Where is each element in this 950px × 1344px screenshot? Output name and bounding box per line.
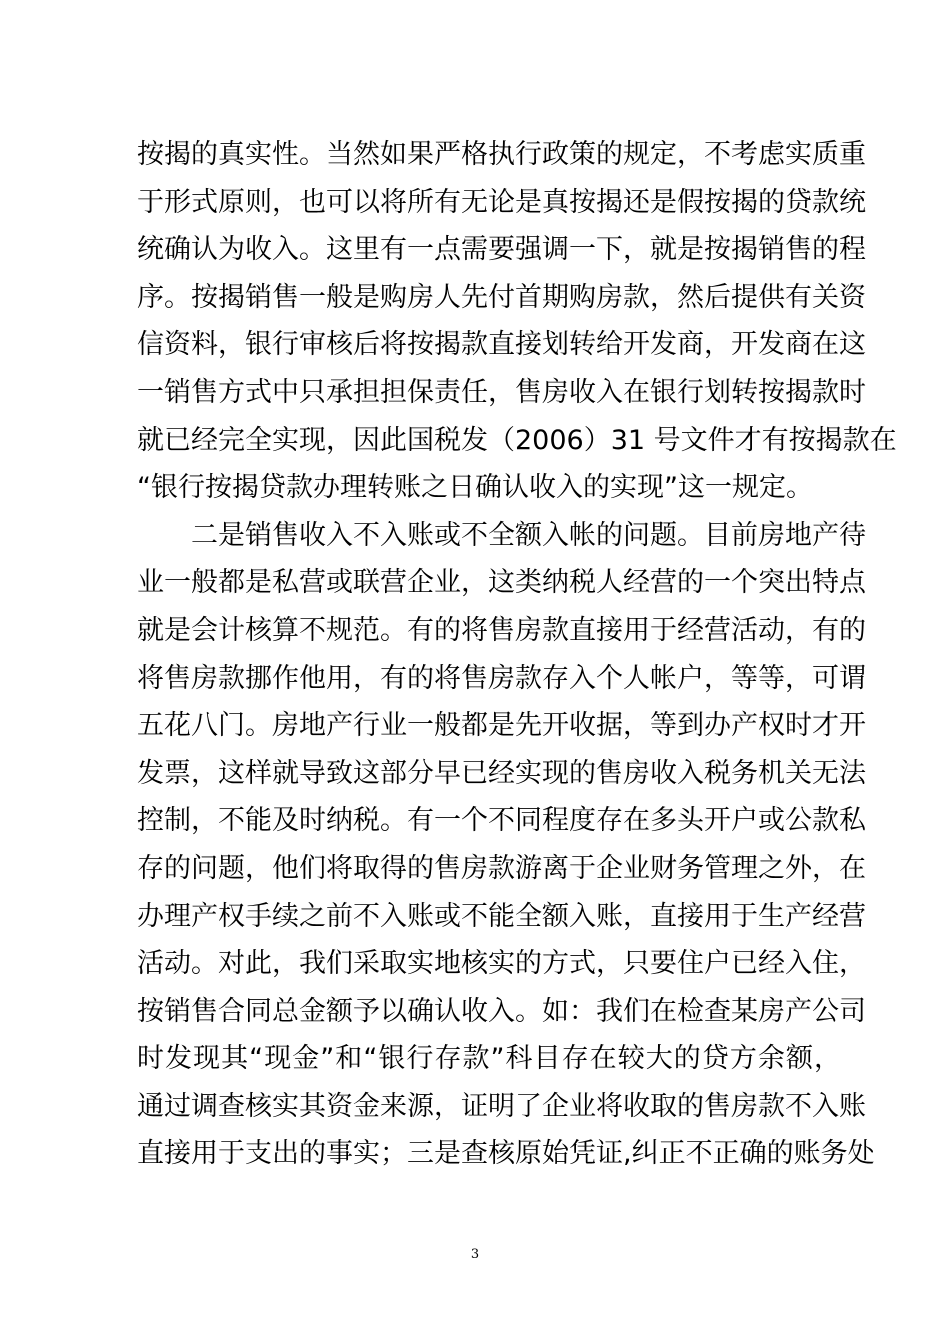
text-line: 时发现其“现金”和“银行存款”科目存在较大的贷方余额， <box>137 1043 841 1075</box>
text-line: 序。按揭销售一般是购房人先付首期购房款，然后提供有关资 <box>137 281 866 313</box>
text-line: 活动。对此，我们采取实地核实的方式，只要住户已经入住， <box>137 948 866 980</box>
text-line: 于形式原则，也可以将所有无论是真按揭还是假按揭的贷款统 <box>137 186 866 218</box>
text-line: 五花八门。房地产行业一般都是先开收据，等到办产权时才开 <box>137 710 866 742</box>
page-number: 3 <box>470 1247 480 1262</box>
text-line: 将售房款挪作他用，有的将售房款存入个人帐户，等等，可谓 <box>137 662 866 694</box>
paragraph-first-line: 二是销售收入不入账或不全额入帐的问题。目前房地产待 <box>191 519 866 551</box>
text-line: 直接用于支出的事实；三是查核原始凭证,纠正不正确的账务处 <box>137 1138 875 1170</box>
text-line: 业一般都是私营或联营企业，这类纳税人经营的一个突出特点 <box>137 567 866 599</box>
text-line: 发票，这样就导致这部分早已经实现的售房收入税务机关无法 <box>137 757 866 789</box>
text-line: 就已经完全实现，因此国税发（2006）31 号文件才有按揭款在 <box>137 424 897 456</box>
text-line: 存的问题，他们将取得的售房款游离于企业财务管理之外，在 <box>137 852 866 884</box>
text-line: 就是会计核算不规范。有的将售房款直接用于经营活动，有的 <box>137 614 866 646</box>
text-line: 按揭的真实性。当然如果严格执行政策的规定，不考虑实质重 <box>137 139 866 170</box>
paragraph-last-line: “银行按揭贷款办理转账之日确认收入的实现”这一规定。 <box>137 472 813 504</box>
text-line: 办理产权手续之前不入账或不能全额入账，直接用于生产经营 <box>137 900 866 932</box>
text-line: 按销售合同总金额予以确认收入。如：我们在检查某房产公司 <box>137 995 866 1027</box>
text-line: 信资料，银行审核后将按揭款直接划转给开发商，开发商在这 <box>137 329 866 361</box>
text-line: 通过调查核实其资金来源，证明了企业将收取的售房款不入账 <box>137 1090 866 1122</box>
text-line: 一销售方式中只承担担保责任，售房收入在银行划转按揭款时 <box>137 376 866 408</box>
body-text <box>137 131 897 1178</box>
text-line: 控制，不能及时纳税。有一个不同程度存在多头开户或公款私 <box>137 805 866 837</box>
text-line: 统确认为收入。这里有一点需要强调一下，就是按揭销售的程 <box>137 234 866 266</box>
